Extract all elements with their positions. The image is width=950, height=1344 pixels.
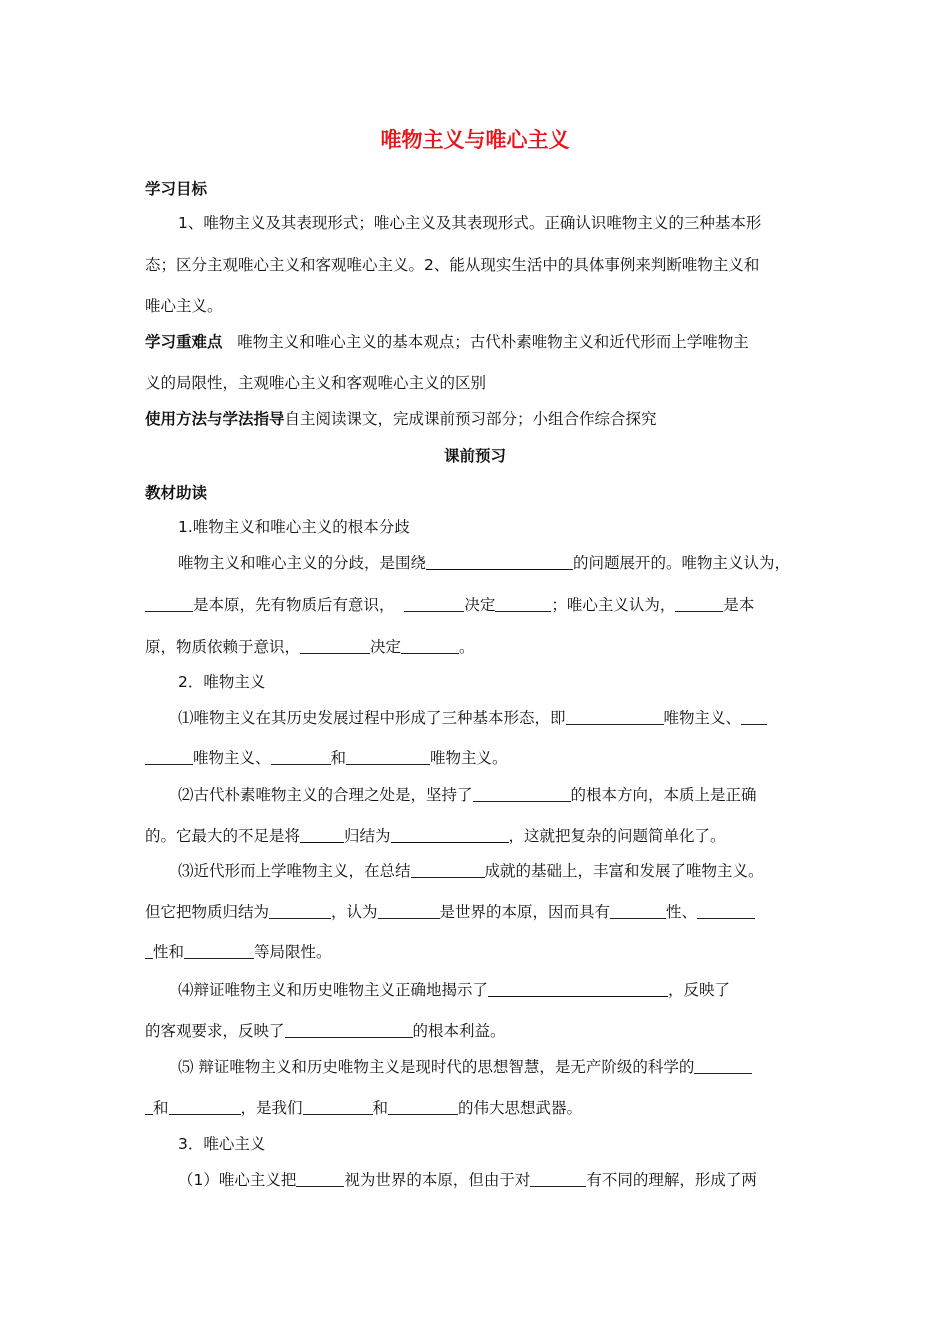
section1-line-a [178, 552, 858, 574]
section2-p2-line2 [145, 825, 825, 847]
section1-line-b [145, 594, 825, 616]
answer-blank[interactable] [388, 1098, 458, 1115]
section2-title: 2．唯物主义 [178, 673, 266, 691]
goals-heading: 学习目标 [145, 180, 208, 198]
text: 原，物质依赖于意识， [145, 638, 301, 656]
text: ，是我们 [240, 1099, 303, 1117]
text: 的。它最大的不足是将 [145, 827, 301, 845]
text: 决定 [464, 596, 496, 614]
section2-p3-line1 [178, 860, 858, 882]
section2-p3-line2 [145, 901, 825, 923]
text: 。 [459, 638, 475, 656]
answer-blank[interactable] [303, 1098, 373, 1115]
section2-p4-line2 [145, 1020, 825, 1042]
text: 唯物主义。 [430, 749, 508, 767]
text: 视为世界的本原，但由于对 [344, 1171, 531, 1189]
text: ⑵古代朴素唯物主义的合理之处是，坚持了 [178, 786, 473, 804]
answer-blank[interactable] [411, 861, 485, 878]
section2-p1-line1 [178, 707, 858, 729]
text: 有不同的理解，形成了两 [586, 1171, 757, 1189]
text: ；唯心主义认为， [551, 596, 676, 614]
text: ⑶近代形而上学唯物主义，在总结 [178, 862, 411, 880]
text: ，反映了 [668, 981, 731, 999]
text: ，这就把复杂的问题简单化了。 [508, 827, 726, 845]
text: 成就的基础上，丰富和发展了唯物主义。 [484, 862, 764, 880]
answer-blank[interactable] [473, 785, 571, 802]
answer-blank[interactable] [269, 902, 331, 919]
goals-line-2: 态；区分主观唯心主义和客观唯心主义。2、能从现实生活中的具体事例来判断唯物主义和 [145, 256, 760, 274]
text: 唯物主义、 [663, 709, 742, 727]
answer-blank[interactable] [488, 980, 668, 997]
text: ⑴唯物主义在其历史发展过程中形成了三种基本形态，即 [178, 709, 566, 727]
section2-p1-line2 [145, 747, 825, 769]
answer-blank[interactable] [391, 826, 509, 843]
method-text: 自主阅读课文，完成课前预习部分；小组合作综合探究 [284, 410, 657, 428]
section3-title: 3．唯心主义 [178, 1135, 266, 1153]
answer-blank[interactable] [300, 637, 370, 654]
text: 唯物主义、 [193, 749, 271, 767]
text: 的伟大思想武器。 [458, 1099, 583, 1117]
method-line [145, 408, 825, 430]
keypoints-text-1: 唯物主义和唯心主义的基本观点；古代朴素唯物主义和近代形而上学唯物主 [237, 333, 749, 351]
keypoints-heading: 学习重难点 [145, 333, 223, 351]
answer-blank[interactable] [271, 748, 331, 765]
method-heading: 使用方法与学法指导 [145, 410, 285, 428]
answer-blank[interactable] [697, 902, 755, 919]
document-title: 唯物主义与唯心主义 [380, 128, 570, 152]
answer-blank[interactable] [346, 748, 430, 765]
answer-blank[interactable] [145, 748, 193, 765]
answer-blank[interactable] [145, 1098, 153, 1115]
section2-p4-line1 [178, 979, 858, 1001]
section3-p1-line1 [178, 1169, 858, 1191]
answer-blank[interactable] [610, 902, 666, 919]
text: ⑷辩证唯物主义和历史唯物主义正确地揭示了 [178, 981, 489, 999]
answer-blank[interactable] [169, 1098, 241, 1115]
text: 是本原，先有物质后有意识， [193, 596, 395, 614]
section1-title: 1.唯物主义和唯心主义的根本分歧 [178, 518, 410, 536]
text: 和 [330, 749, 347, 767]
answer-blank[interactable] [184, 942, 254, 959]
text: 等局限性。 [254, 943, 332, 961]
section2-p5-line1 [178, 1056, 858, 1078]
answer-blank[interactable] [426, 553, 573, 570]
text: 是世界的本原，因而具有 [439, 903, 611, 921]
preview-heading: 课前预习 [443, 447, 506, 465]
answer-blank[interactable] [401, 637, 459, 654]
text: 决定 [370, 638, 402, 656]
text: 的根本利益。 [412, 1022, 506, 1040]
answer-blank[interactable] [296, 1170, 344, 1187]
text: 但它把物质归结为 [145, 903, 270, 921]
text: 是本 [723, 596, 755, 614]
answer-blank[interactable] [694, 1057, 752, 1074]
section2-p5-line2 [145, 1097, 825, 1119]
answer-blank[interactable] [145, 595, 193, 612]
answer-blank[interactable] [530, 1170, 586, 1187]
section2-p3-line3 [145, 941, 825, 963]
text: 的根本方向，本质上是正确 [570, 786, 757, 804]
text: 性和 [153, 943, 185, 961]
text: 的问题展开的。唯物主义认为， [573, 554, 791, 572]
keypoints-line-2: 义的局限性，主观唯心主义和客观唯心主义的区别 [145, 374, 487, 392]
answer-blank[interactable] [300, 826, 344, 843]
answer-blank[interactable] [741, 708, 767, 725]
keypoints-line-1 [145, 331, 825, 353]
answer-blank[interactable] [495, 595, 551, 612]
section2-p2-line1 [178, 784, 858, 806]
answer-blank[interactable] [145, 942, 153, 959]
answer-blank[interactable] [566, 708, 664, 725]
text: （1）唯心主义把 [178, 1171, 297, 1189]
goals-line-1: 1、唯物主义及其表现形式；唯心主义及其表现形式。正确认识唯物主义的三种基本形 [178, 214, 762, 232]
text: 的客观要求，反映了 [145, 1022, 285, 1040]
reading-heading: 教材助读 [145, 484, 208, 502]
text: 性、 [666, 903, 698, 921]
answer-blank[interactable] [378, 902, 440, 919]
text: 和 [372, 1099, 389, 1117]
goals-line-3: 唯心主义。 [145, 297, 223, 315]
text: ，认为 [331, 903, 378, 921]
answer-blank[interactable] [285, 1021, 413, 1038]
text: 归结为 [344, 827, 391, 845]
section1-line-c [145, 636, 825, 658]
text: 和 [153, 1099, 169, 1117]
answer-blank[interactable] [404, 595, 464, 612]
text: ⑸ 辩证唯物主义和历史唯物主义是现时代的思想智慧，是无产阶级的科学的 [178, 1058, 695, 1076]
text: 唯物主义和唯心主义的分歧，是围绕 [178, 554, 427, 572]
answer-blank[interactable] [675, 595, 723, 612]
